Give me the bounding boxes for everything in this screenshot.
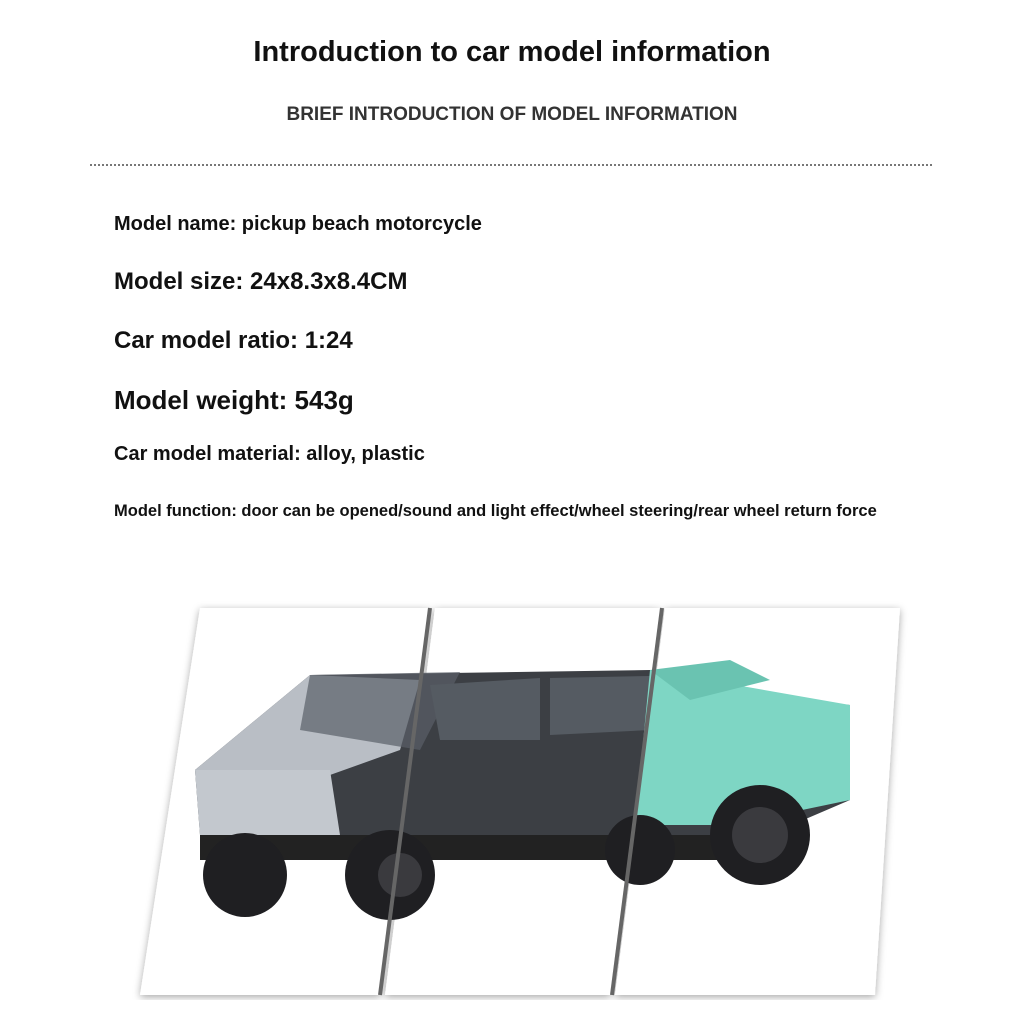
car-model-photo (130, 600, 910, 1000)
page-title: Introduction to car model information (253, 36, 771, 68)
dotted-divider (90, 164, 932, 166)
spec-weight: Model weight: 543g (114, 385, 354, 415)
spec-model-size: Model size: 24x8.3x8.4CM (114, 268, 408, 295)
spec-model-name: Model name: pickup beach motorcycle (114, 213, 482, 235)
spec-ratio: Car model ratio: 1:24 (114, 327, 353, 354)
page-subtitle: BRIEF INTRODUCTION OF MODEL INFORMATION (286, 104, 738, 125)
spec-function: Model function: door can be opened/sound and light effect/wheel steering/rear wheel return force (114, 502, 877, 520)
spec-material: Car model material: alloy, plastic (114, 443, 425, 465)
